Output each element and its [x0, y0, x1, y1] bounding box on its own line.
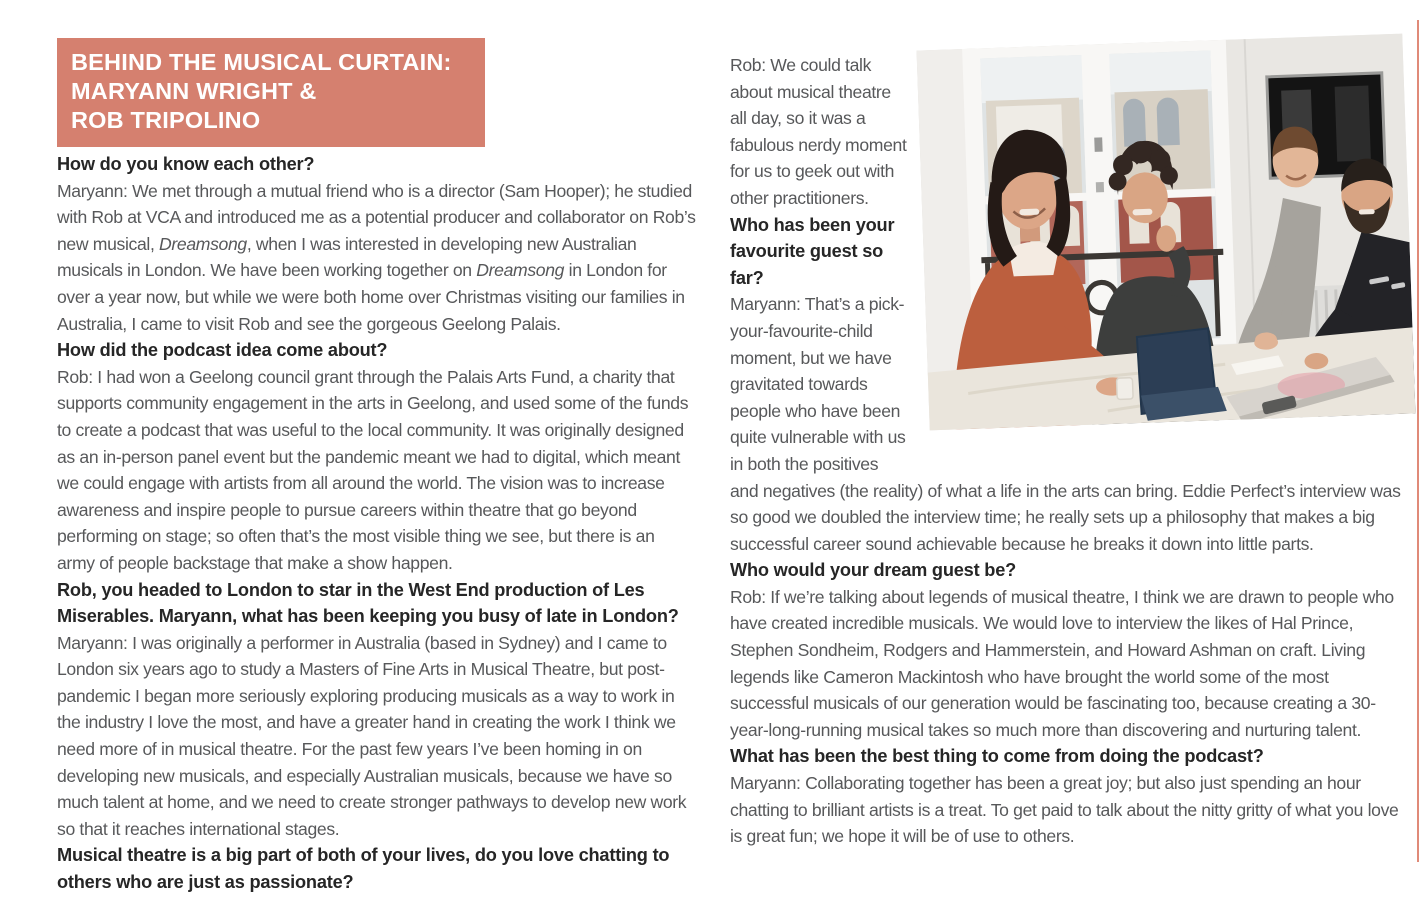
question-heading: Who would your dream guest be? [730, 560, 1017, 581]
answer-paragraph: Maryann: That’s a pick-your-favourite-child moment, but we have gravitated towards people who have been quite vulnerable with us in both the positives and negatives (the reality) of what a life in the arts can bring. Eddie Perfect’s interview was so good we doubled the interview time; he really sets up a philosophy that makes a big successful career sound achievable because he breaks it down into little parts. [730, 294, 1401, 554]
answer-paragraph: Maryann: I was originally a performer in Australia (based in Sydney) and I came to London six years ago to study a Masters of Fine Arts in Musical Theatre, but post-pandemic I began more seriously exploring producing musicals as a way to work in the industry I love the most, and have a greater hand in creating the work I think we need more of in musical theatre. For the past few years I’ve been homing in on developing new musicals, and especially Australian musicals, because we have so much talent at home, and we need to create stronger pathways to develop new work so that it reaches international stages. [57, 632, 687, 839]
question-heading: How do you know each other? [57, 154, 315, 174]
title-line-2: MARYANN WRIGHT & [71, 78, 317, 104]
answer-paragraph: Maryann: We met through a mutual friend who is a director (Sam Hooper); he studied with Rob at VCA and introduced me as a potential producer and collaborator on Rob’s new musical, Dreamsong, when I was interested in developing new Australian musicals in London. We have been working together on Dreamsong in London for over a year now, but while we were both home over Christmas visiting our families in Australia, I came to visit Rob and see the gorgeous Geelong Palais. [57, 180, 696, 334]
page-edge-rule [1417, 20, 1419, 862]
title-line-1: BEHIND THE MUSICAL CURTAIN: [71, 49, 452, 75]
right-column [730, 52, 1403, 850]
group-photo-illustration [917, 34, 1416, 431]
group-photo-image [917, 34, 1416, 431]
question-heading: Rob, you headed to London to star in the West End production of Les Miserables. Maryann, what has been keeping you busy of late in London? [57, 579, 679, 627]
answer-paragraph: Maryann: Collaborating together has been a great joy; but also just spending an hour chatting to brilliant artists is a treat. To get paid to talk about the nitty gritty of what you love is great fun; we hope it will be of use to others. [730, 773, 1399, 847]
title-line-3: ROB TRIPOLINO [71, 107, 261, 133]
answer-paragraph: Rob: If we’re talking about legends of musical theatre, I think we are drawn to people who have created incredible musicals. We would love to interview the likes of Hal Prince, Stephen Sondheim, Rodgers and Hammerstein, and Howard Ashman on craft. Living legends like Cameron Mackintosh who have brought the world some of the most successful musicals of our generation would be fascinating too, because creating a 30-year-long-running musical takes so much more than discovering and nurturing talent. [730, 586, 1394, 740]
question-heading: Who has been your favourite guest so far? [730, 214, 895, 288]
question-heading: What has been the best thing to come from doing the podcast? [730, 746, 1264, 767]
question-heading: Musical theatre is a big part of both of your lives, do you love chatting to others who are just as passionate? [57, 845, 670, 893]
answer-paragraph: Rob: I had won a Geelong council grant through the Palais Arts Fund, a charity that supports community engagement in the arts in Geelong, and used some of the funds to create a podcast that was useful to the local community. It was originally designed as an in-person panel event but the pandemic meant we had to digital, which meant we could engage with artists from all around the world. The vision was to increase awareness and inspire people to pursue careers within theatre that go beyond performing on stage; so often that’s the most visible thing we see, but there is an army of people backstage that make a show happen. [57, 366, 689, 573]
group-photo [919, 38, 1415, 440]
answer-paragraph: Rob: We could talk about musical theatre all day, so it was a fabulous nerdy moment for us to geek out with other practitioners. [730, 55, 907, 208]
article-title-banner [57, 38, 485, 147]
left-column [57, 151, 696, 896]
question-heading: How did the podcast idea come about? [57, 340, 388, 361]
